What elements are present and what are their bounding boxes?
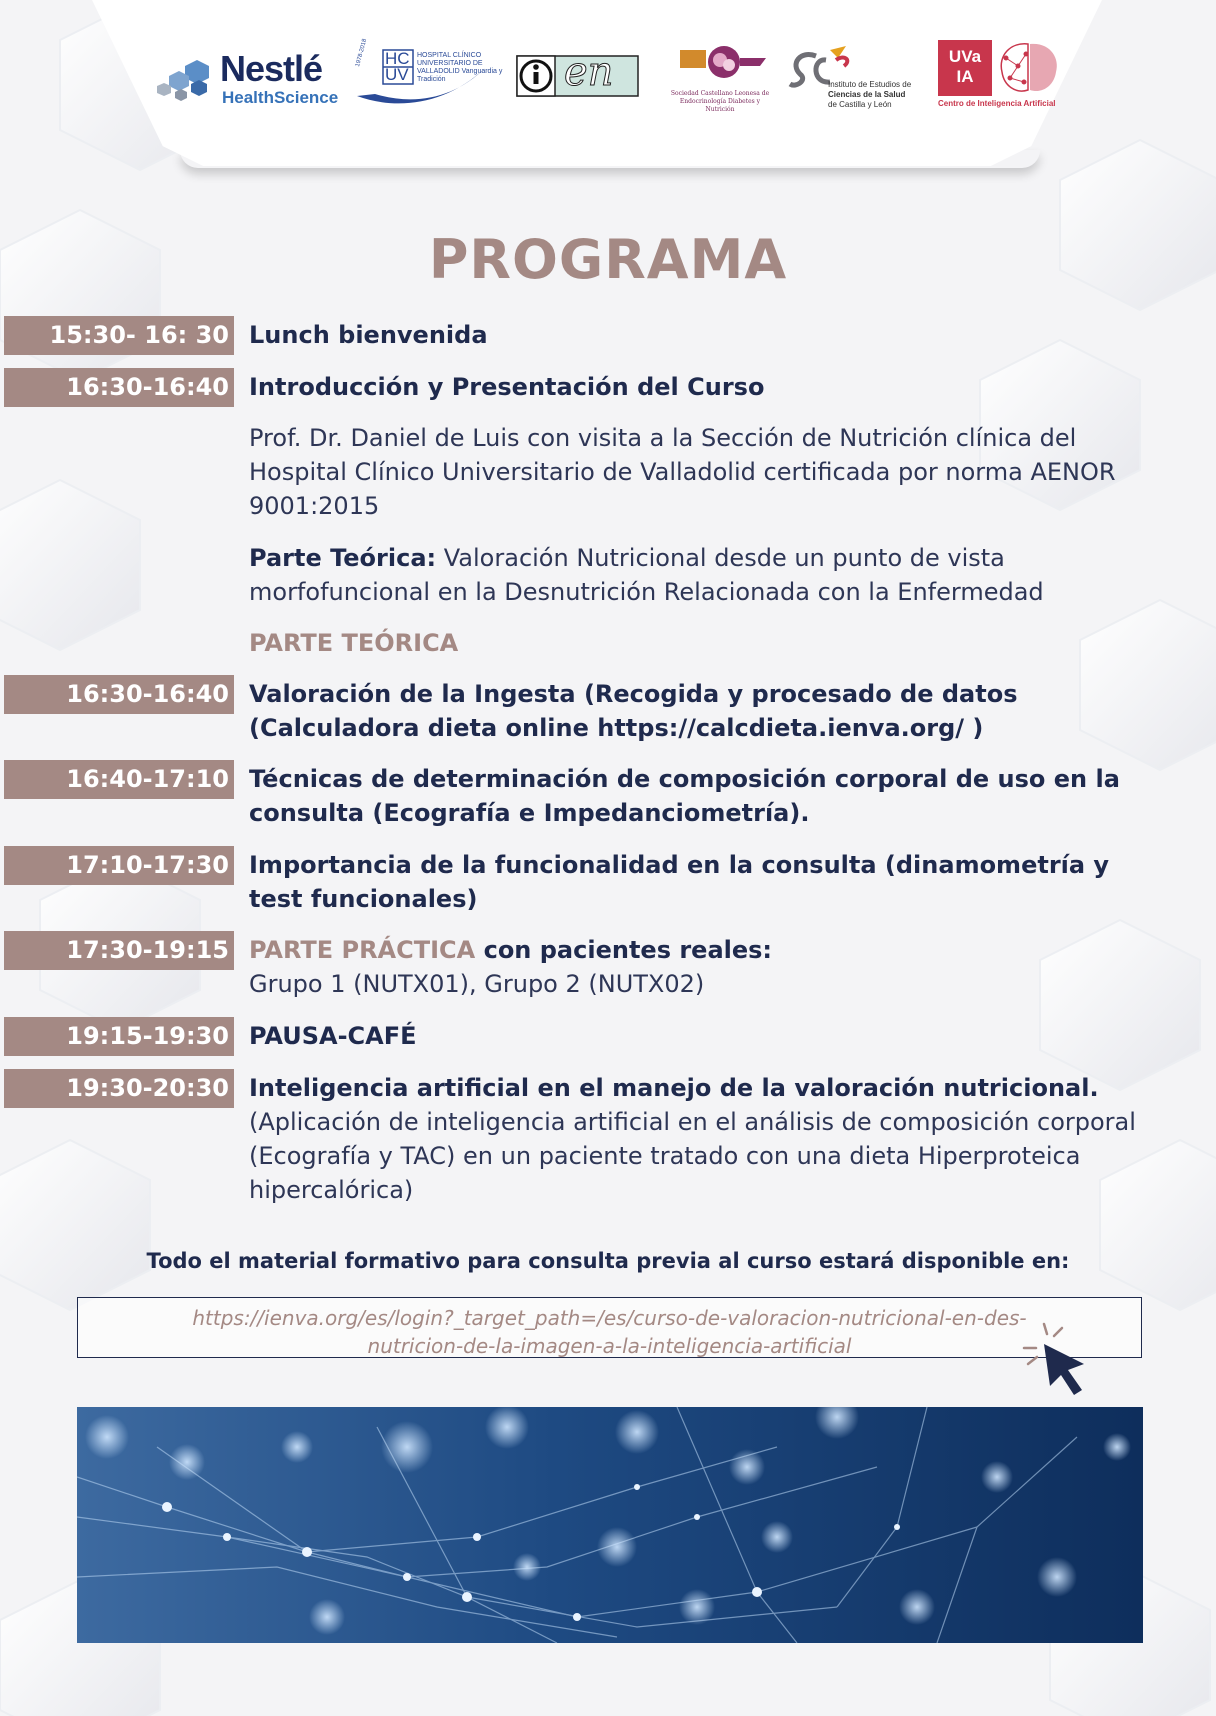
intro-paragraph: Prof. Dr. Daniel de Luis con visita a la Sección de Nutrición clínica del Hospital Clínico Universitario de Valladolid certificada por norma AENOR 9001:2015 (249, 424, 1116, 520)
time-badge: 17:10-17:30 (4, 846, 234, 885)
nestle-logo (155, 48, 345, 110)
uva-ia-logo (938, 40, 1063, 112)
session-title: Técnicas de determinación de composición corporal de uso en la consulta (Ecografía e Impedanciometría). (249, 765, 1120, 827)
network-banner-image (77, 1407, 1143, 1643)
ien-wordmark: en (564, 49, 614, 95)
iecs-logo (786, 42, 926, 122)
session-heading: Inteligencia artificial en el manejo de la valoración nutricional. (249, 1074, 1099, 1102)
time-badge: 17:30-19:15 (4, 931, 234, 970)
time-badge: 16:40-17:10 (4, 760, 234, 799)
nestle-wordmark: Nestlé (220, 48, 323, 89)
hcuv-mark: HC UV (385, 49, 410, 84)
theory-intro (249, 541, 1149, 609)
theory-text: Valoración Nutricional desde un punto de vista morfofuncional en la Desnutrición Relacionada con la Enfermedad (249, 544, 1044, 606)
theory-label: Parte Teórica: (249, 544, 437, 572)
nestle-subtitle: HealthScience (222, 88, 339, 107)
iecs-name: Instituto de Estudios de Ciencias de la Salud de Castilla y León (828, 80, 912, 109)
scledyn-logo (670, 42, 770, 122)
hexagons-icon (155, 56, 221, 116)
material-link[interactable]: https://ienva.org/es/login?_target_path=/es/curso-de-valoracion-nutricional-en-des- nutricion-de-la-imagen-a-la-inteligencia-artificial (192, 1306, 1027, 1358)
uva-ia-subtitle: Centro de Inteligencia Artificial (938, 99, 1056, 108)
session-title: PAUSA-CAFÉ (249, 1022, 417, 1050)
session-detail: Grupo 1 (NUTX01), Grupo 2 (NUTX02) (249, 970, 705, 998)
session-title: Importancia de la funcionalidad en la consulta (dinamometría y test funcionales) (249, 851, 1110, 913)
time-badge: 16:30-16:40 (4, 675, 234, 714)
time-badge: 19:15-19:30 (4, 1017, 234, 1056)
time-badge: 16:30-16:40 (4, 368, 234, 407)
hcuv-years: 1978-2018 (355, 38, 369, 68)
practice-label: PARTE PRÁCTICA (249, 936, 476, 964)
session-title: Introducción y Presentación del Curso (249, 373, 765, 401)
time-badge: 15:30- 16: 30 (4, 316, 234, 355)
session-title (249, 933, 1149, 1001)
time-badge: 19:30-20:30 (4, 1069, 234, 1108)
material-note: Todo el material formativo para consulta previa al curso estará disponible en: (146, 1249, 1070, 1273)
scledyn-name: Sociedad Castellano Leonesa de Endocrinología Diabetes y Nutrición (670, 90, 770, 113)
session-title: Valoración de la Ingesta (Recogida y procesado de datos (Calculadora dieta online https://calcdieta.ienva.org/ ) (249, 680, 1018, 742)
brain-network-icon (996, 40, 1062, 98)
uva-ia-box: UVa IA (938, 40, 992, 96)
cursor-click-icon (1020, 1320, 1110, 1400)
session-detail: (Aplicación de inteligencia artificial en el análisis de composición corporal (Ecografía y TAC) en un paciente tratado con una dieta Hiperproteica hipercalórica) (249, 1108, 1136, 1204)
page-title: PROGRAMA (428, 228, 788, 291)
hcuv-logo (355, 38, 503, 108)
session-title (249, 1071, 1149, 1207)
practice-title: con pacientes reales: (475, 936, 773, 964)
ien-logo (516, 49, 639, 97)
hcuv-name: HOSPITAL CLÍNICO UNIVERSITARIO DE VALLADOLID Vanguardia y Tradición (417, 52, 503, 83)
session-title: Lunch bienvenida (249, 321, 488, 349)
scledyn-emblem-icon (670, 42, 770, 90)
section-heading: PARTE TEÓRICA (249, 629, 459, 657)
material-link-box[interactable] (77, 1297, 1142, 1358)
